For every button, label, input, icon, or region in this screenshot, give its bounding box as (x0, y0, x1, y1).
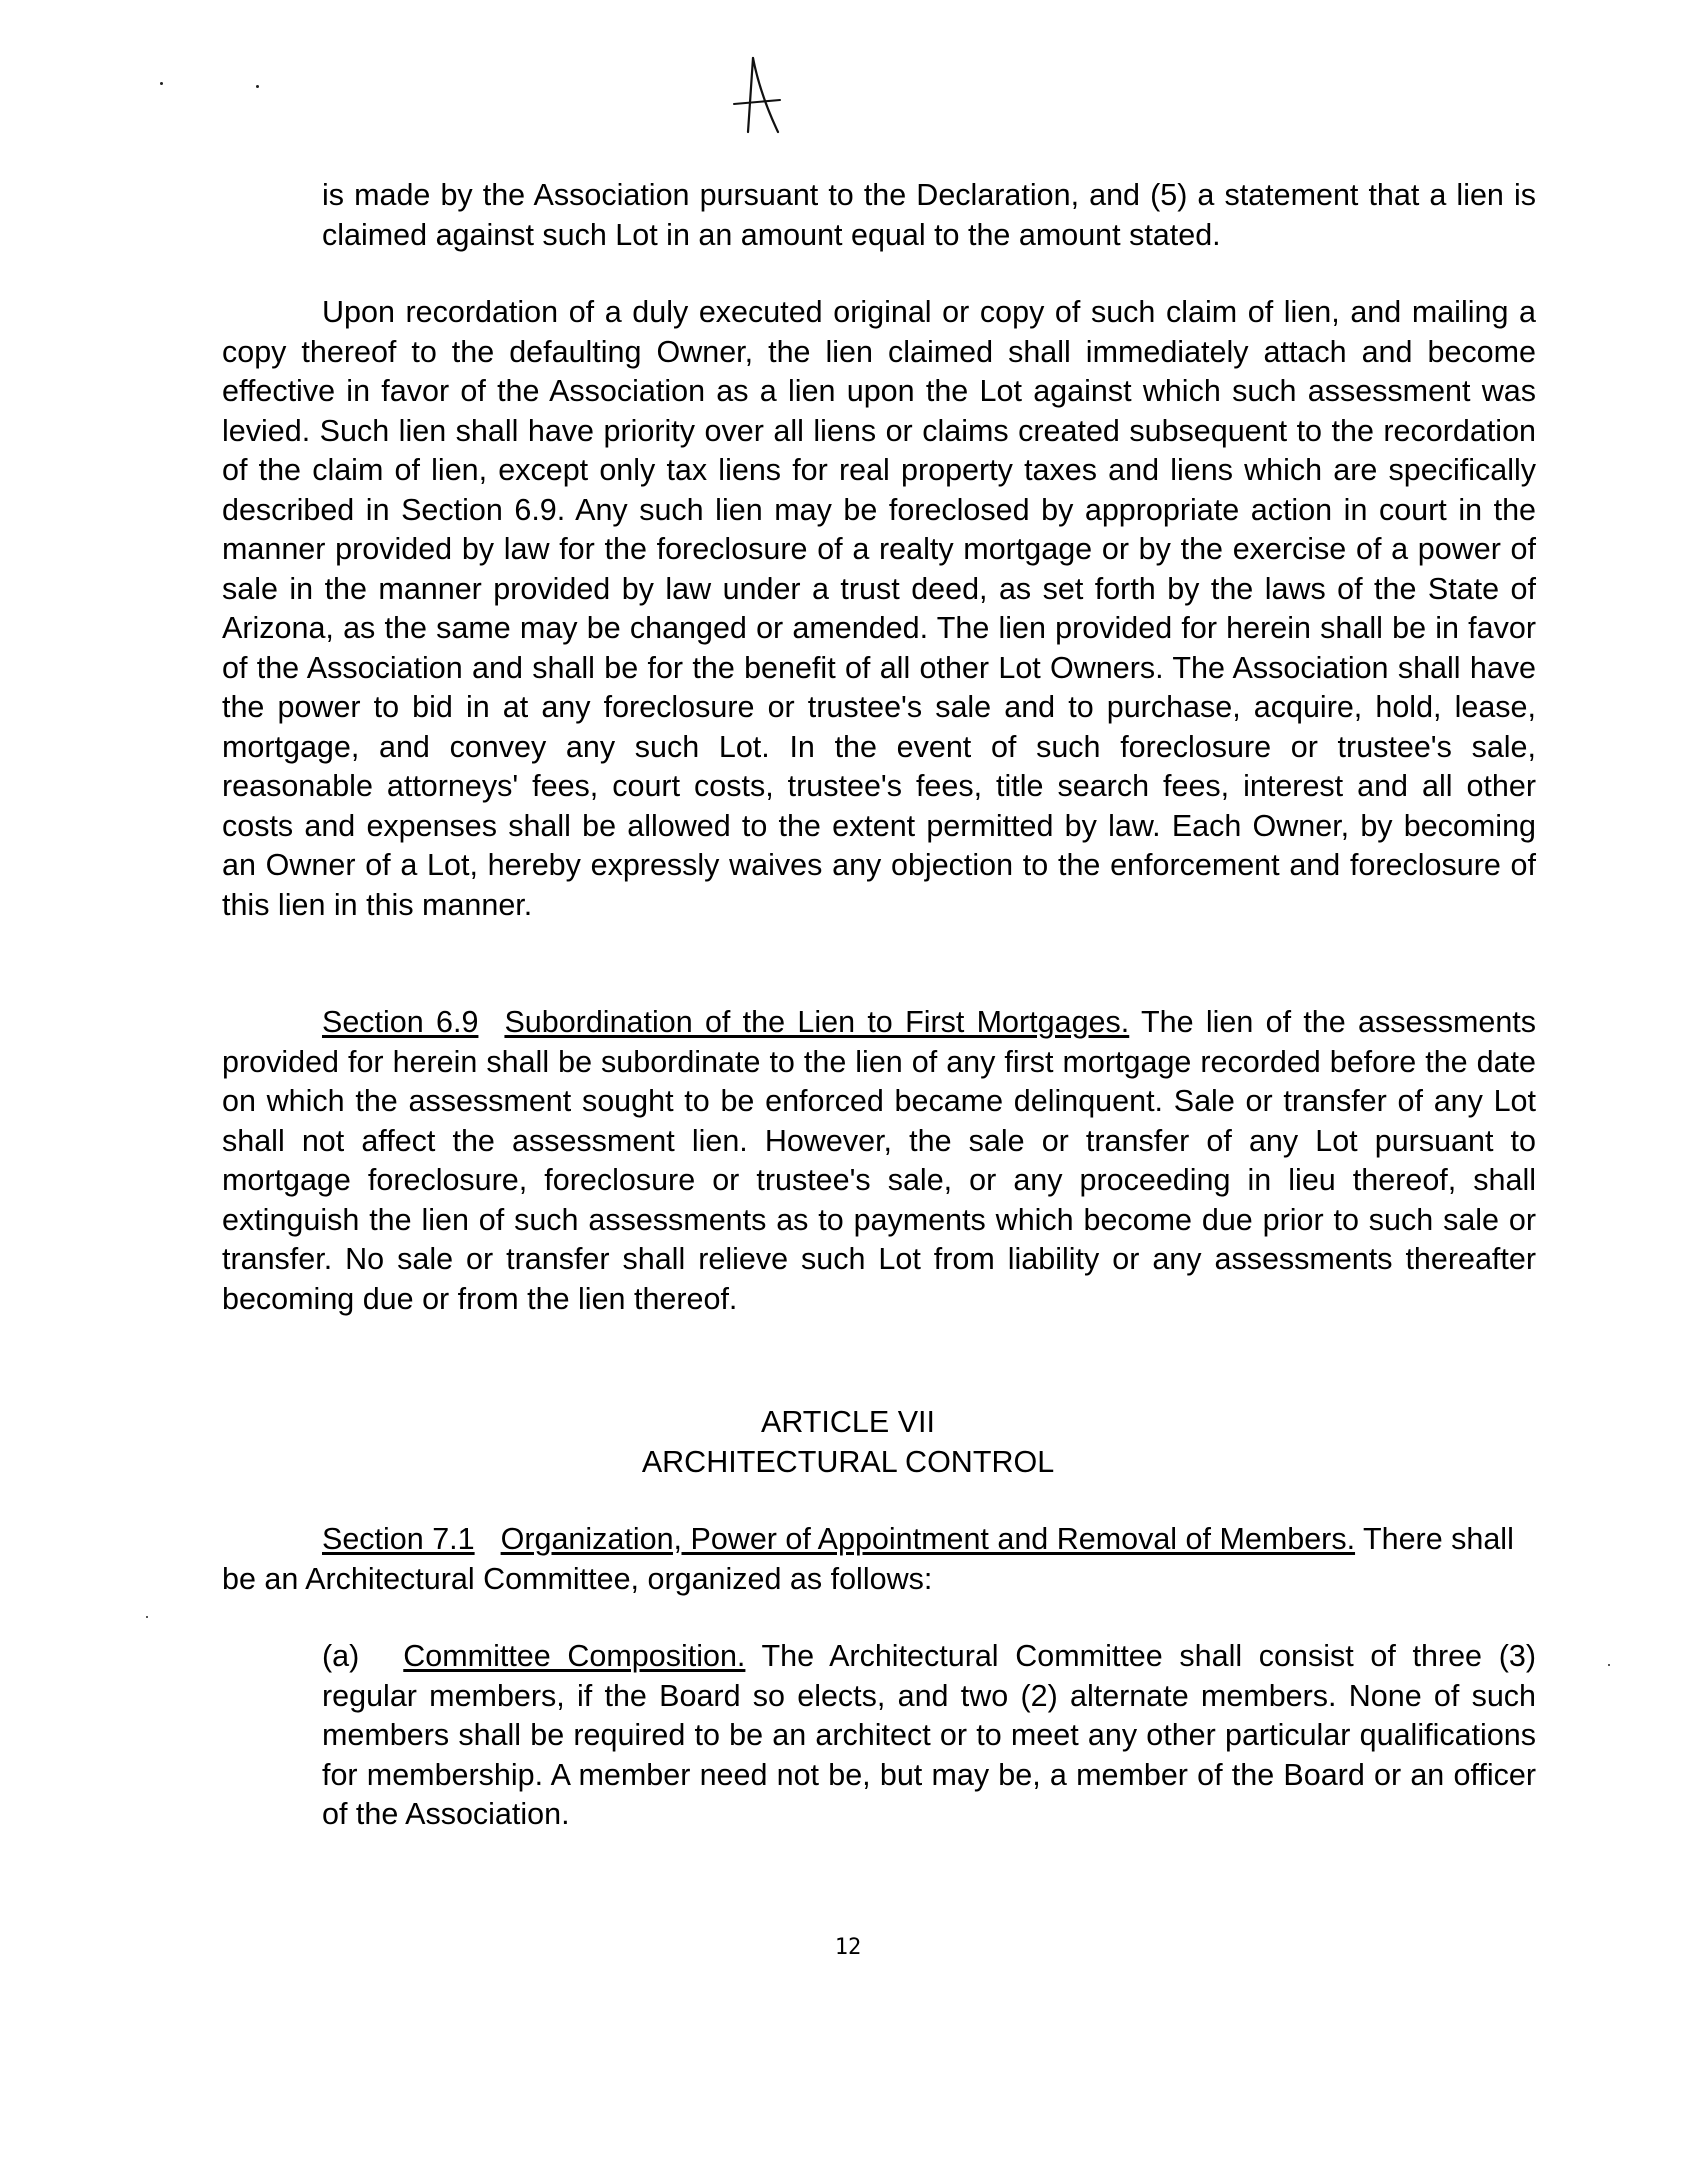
section-6-9 (222, 1003, 1536, 1319)
section-6-9-body: The lien of the assessments provided for herein shall be subordinate to the lien of any first mortgage recorded before the date on which the assessment sought to be enforced became delinquent. Sale or transfer of any Lot shall not affect the assessment lien. However, the sale or transfer of any Lot pursuant to mortgage foreclosure, foreclosure or trustee's sale, or any proceeding in lieu thereof, shall extinguish the lien of such assessments as to payments which become due prior to such sale or transfer. No sale or transfer shall relieve such Lot from liability or any assessments thereafter becoming due or from the lien thereof. (222, 1005, 1537, 1316)
section-6-9-number: Section 6.9 (322, 1005, 479, 1039)
subsection-a-body: The Architectural Committee shall consist of three (3) regular members, if the Board so elects, and two (2) alternate members. None of such members shall be required to be an architect or to meet any other particular qualifications for membership. A member need not be, but may be, a member of the Board or an officer of the Association. (322, 1639, 1536, 1831)
section-7-1-number: Section 7.1 (322, 1522, 475, 1556)
scan-speck (1608, 1664, 1610, 1666)
section-6-9-title: Subordination of the Lien to First Mortgages. (504, 1005, 1130, 1039)
subsection-a-label: (a) (322, 1639, 360, 1673)
section-7-1-title: Organization, Power of Appointment and Removal of Members. (500, 1522, 1356, 1556)
scan-speck (256, 85, 259, 88)
subsection-a (322, 1637, 1536, 1835)
handwritten-a-mark (728, 54, 786, 136)
article-title: ARCHITECTURAL CONTROL (641, 1445, 1055, 1479)
page-number: 12 (834, 1935, 862, 1960)
subsection-a-title: Committee Composition. (403, 1639, 746, 1673)
section-7-1-body: There shall be an Architectural Committee, organized as follows: (222, 1522, 1514, 1596)
paragraph-continuation: is made by the Association pursuant to the Declaration, and (5) a statement that a lien is claimed against such Lot in an amount equal to the amount stated. (322, 178, 1536, 252)
scan-speck (160, 82, 163, 85)
article-number: ARTICLE VII (760, 1405, 936, 1439)
paragraph-lien-recordation: Upon recordation of a duly executed original or copy of such claim of lien, and mailing a copy thereof to the defaulting Owner, the lien claimed shall immediately attach and become effective in favor of the Association as a lien upon the Lot against which such assessment was levied. Such lien shall have priority over all liens or claims created subsequent to the recordation of the claim of lien, except only tax liens for real property taxes and liens which are specifically described in Section 6.9. Any such lien may be foreclosed by appropriate action in court in the manner provided by law for the foreclosure of a realty mortgage or by the exercise of a power of sale in the manner provided by law under a trust deed, as set forth by the laws of the State of Arizona, as the same may be changed or amended. The lien provided for herein shall be in favor of the Association and shall be for the benefit of all other Lot Owners. The Association shall have the power to bid in at any foreclosure or trustee's sale and to purchase, acquire, hold, lease, mortgage, and convey any such Lot. In the event of such foreclosure or trustee's sale, reasonable attorneys' fees, court costs, trustee's fees, title search fees, interest and all other costs and expenses shall be allowed to the extent permitted by law. Each Owner, by becoming an Owner of a Lot, hereby expressly waives any objection to the enforcement and foreclosure of this lien in this manner. (222, 295, 1536, 922)
section-7-1 (222, 1520, 1536, 1599)
scan-speck (146, 1616, 148, 1618)
